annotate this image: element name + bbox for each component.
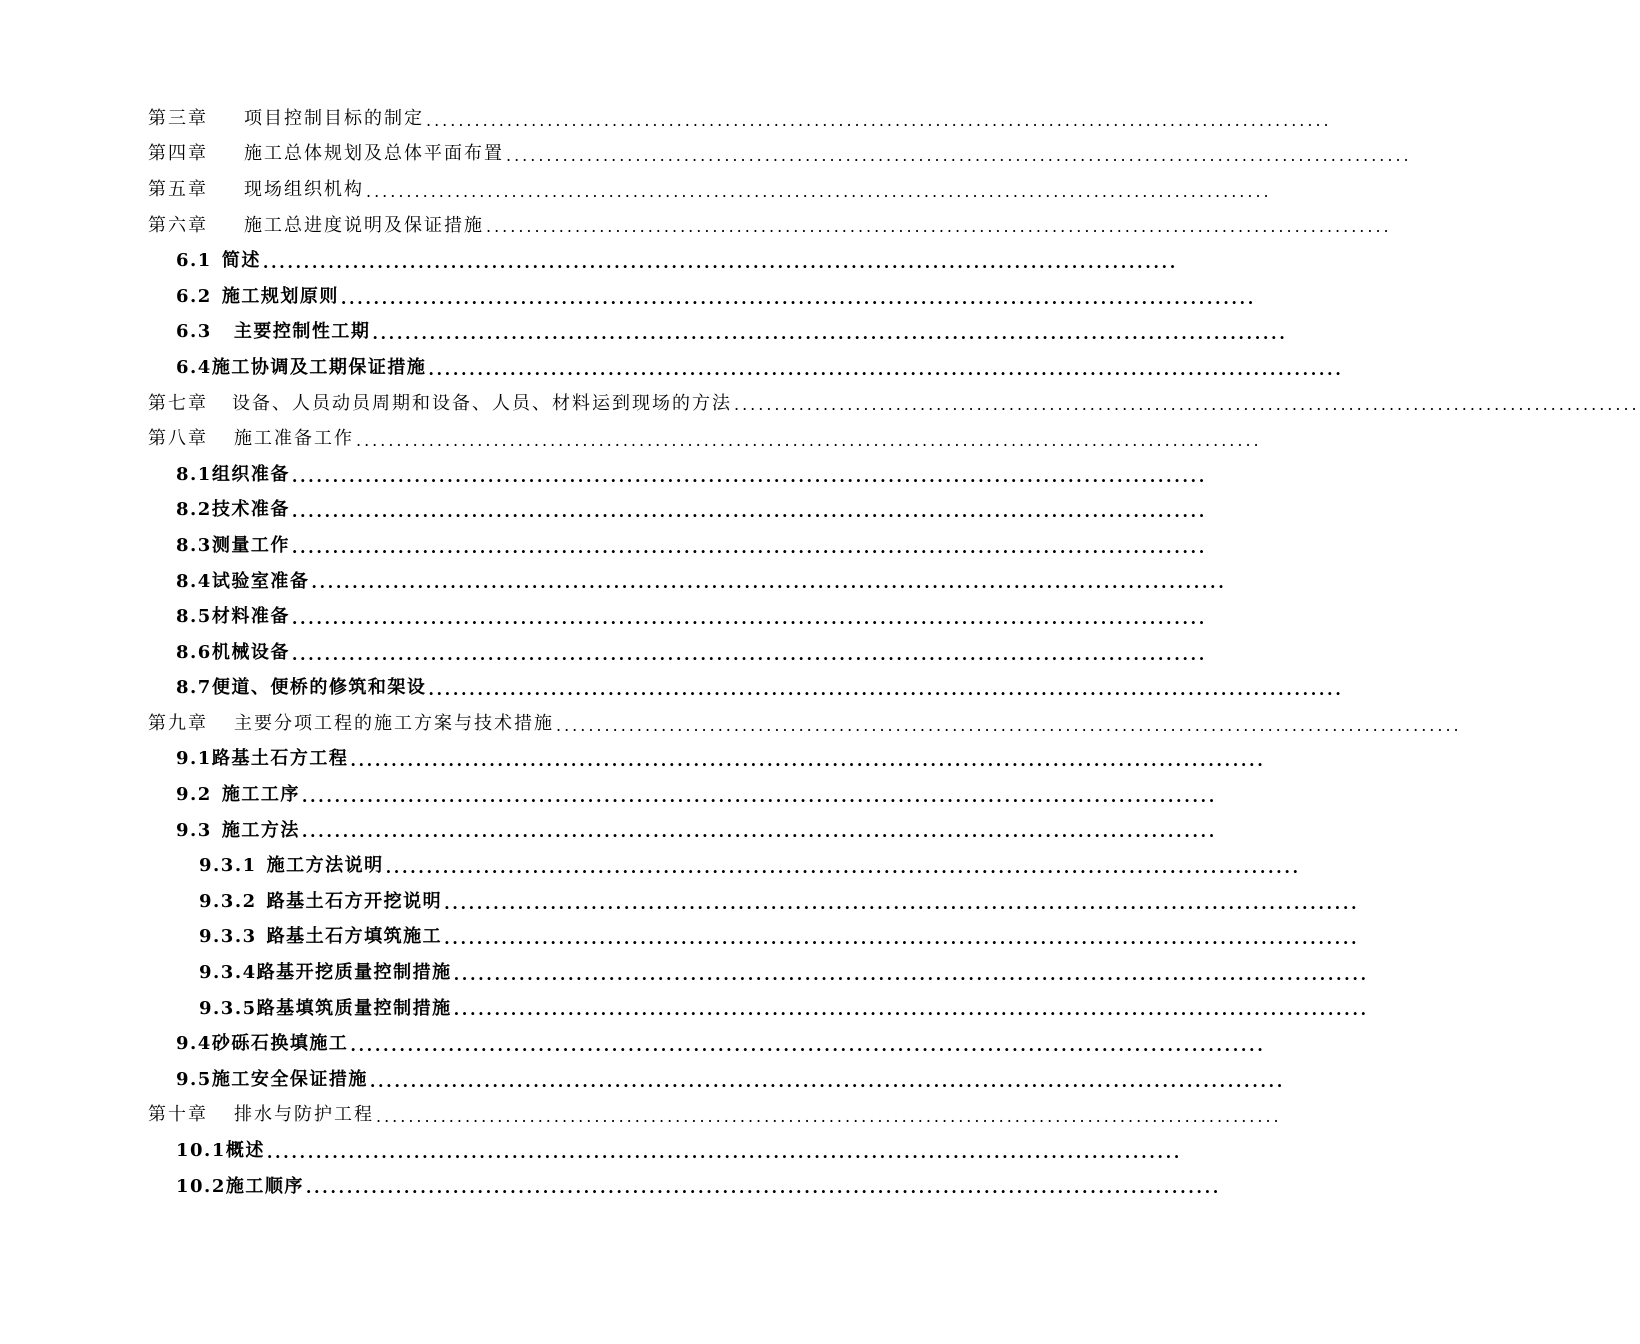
toc-entry-title: 施工总体规划及总体平面布置 [244,143,504,165]
toc-leader-dots: ................................................................................................................ [734,395,1640,415]
toc-entry[interactable] [0,1133,1182,1169]
toc-entry[interactable] [0,457,1207,493]
toc-entry[interactable] [0,350,1344,386]
toc-entry-title: 测量工作 [211,534,290,556]
toc-entry-title: 设备、人员动员周期和设备、人员、材料运到现场的方法 [232,392,732,414]
toc-entry-number: 第八章 [148,428,208,450]
toc-leader-dots: ................................................................................................................ [266,1142,1182,1162]
toc-leader-dots: ................................................................................................................ [291,537,1207,557]
toc-entry-title: 现场组织机构 [244,178,364,200]
toc-entry[interactable] [0,991,1369,1027]
toc-entry-title: 路基填筑质量控制措施 [256,997,452,1019]
toc-leader-dots: ................................................................................................................ [291,502,1207,522]
toc-leader-dots: ................................................................................................................ [556,715,1462,735]
toc-entry-number: 9.3.4 [199,962,257,984]
toc-leader-dots: ................................................................................................................ [305,1178,1221,1198]
toc-leader-dots: ................................................................................................................ [444,929,1360,949]
toc-leader-dots: ................................................................................................................ [376,1107,1282,1127]
toc-entry-number: 6.3 [176,321,212,343]
toc-entry-number: 8.2 [176,499,212,521]
toc-entry-title: 施工规划原则 [221,285,339,307]
toc-entry-title: 施工方法说明 [266,855,384,877]
toc-entry[interactable] [0,742,1266,778]
toc-entry[interactable] [0,386,1640,422]
toc-entry-title: 施工协调及工期保证措施 [211,356,427,378]
toc-entry-title: 材料准备 [211,606,290,628]
toc-entry[interactable] [0,635,1207,671]
toc-entry[interactable] [0,315,1288,351]
toc-entry-number: 9.4 [176,1033,212,1055]
toc-leader-dots: ................................................................................................................ [453,1000,1369,1020]
toc-leader-dots: ................................................................................................................ [428,680,1344,700]
toc-entry[interactable] [0,599,1207,635]
toc-leader-dots: ................................................................................................................ [291,466,1207,486]
toc-entry-number: 9.3.1 [199,855,257,877]
toc-entry-title: 技术准备 [211,499,290,521]
toc-entry-title: 路基土石方填筑施工 [266,926,443,948]
toc-entry-number: 9.5 [176,1068,212,1090]
toc-entry-number: 第三章 [148,107,208,129]
toc-entry[interactable] [0,1062,1285,1098]
toc-entry-title: 砂砾石换填施工 [211,1033,349,1055]
toc-entry-number: 10.2 [176,1175,226,1197]
toc-leader-dots: ................................................................................................................ [291,644,1207,664]
toc-entry[interactable] [0,813,1217,849]
toc-leader-dots: ................................................................................................................ [385,858,1301,878]
toc-entry-number: 第四章 [148,143,208,165]
toc-entry-number: 6.4 [176,356,212,378]
toc-entry-title: 路基开挖质量控制措施 [256,962,452,984]
toc-leader-dots: ................................................................................................................ [486,217,1392,237]
toc-entry[interactable] [0,279,1256,315]
toc-leader-dots: ................................................................................................................ [506,146,1412,166]
toc-entry-number: 8.3 [176,534,212,556]
toc-entry-number: 9.3 [176,819,212,841]
toc-leader-dots: ................................................................................................................ [372,324,1288,344]
toc-leader-dots: ................................................................................................................ [356,430,1262,450]
toc-entry-title: 路基土石方工程 [211,748,349,770]
toc-entry-number: 第五章 [148,178,208,200]
toc-leader-dots: ................................................................................................................ [453,964,1369,984]
toc-entry-title: 施工准备工作 [234,428,354,450]
toc-entry-title: 机械设备 [211,641,290,663]
table-of-contents [0,101,1640,1204]
toc-entry-number: 9.2 [176,784,212,806]
toc-entry-number: 8.5 [176,606,212,628]
toc-entry-number: 第九章 [148,712,208,734]
toc-entry[interactable] [0,528,1207,564]
toc-leader-dots: ................................................................................................................ [426,110,1332,130]
toc-leader-dots: ................................................................................................................ [428,359,1344,379]
toc-entry-number: 9.3.2 [199,890,257,912]
toc-entry-title: 组织准备 [211,463,290,485]
toc-entry-title: 便道、便桥的修筑和架设 [211,677,427,699]
toc-entry-title: 排水与防护工程 [234,1104,374,1126]
toc-entry[interactable] [0,777,1217,813]
toc-entry[interactable] [0,101,1332,137]
toc-leader-dots: ................................................................................................................ [350,751,1266,771]
toc-entry-title: 路基土石方开挖说明 [266,890,443,912]
toc-entry-number: 8.7 [176,677,212,699]
toc-leader-dots: ................................................................................................................ [311,573,1227,593]
toc-entry[interactable] [0,493,1207,529]
toc-entry-title: 施工方法 [221,819,300,841]
toc-entry-title: 概述 [225,1140,265,1162]
toc-entry-number: 第七章 [148,392,208,414]
toc-entry[interactable] [0,848,1301,884]
toc-leader-dots: ................................................................................................................ [366,181,1272,201]
toc-entry[interactable] [0,955,1369,991]
toc-entry[interactable] [0,1169,1221,1205]
toc-entry-number: 8.6 [176,641,212,663]
toc-entry[interactable] [0,920,1360,956]
toc-entry-title: 施工总进度说明及保证措施 [244,214,484,236]
toc-entry-number: 9.1 [176,748,212,770]
toc-entry[interactable] [0,1098,1282,1134]
toc-entry-number: 第六章 [148,214,208,236]
toc-entry-title: 施工安全保证措施 [211,1068,368,1090]
toc-leader-dots: ................................................................................................................ [340,288,1256,308]
toc-entry[interactable] [0,671,1344,707]
toc-entry-title: 项目控制目标的制定 [244,107,424,129]
toc-entry-number: 第十章 [148,1104,208,1126]
toc-entry-number: 8.4 [176,570,212,592]
toc-entry-title: 施工顺序 [225,1175,304,1197]
toc-entry-number: 6.1 [176,250,212,272]
toc-entry-title: 简述 [221,250,261,272]
toc-leader-dots: ................................................................................................................ [262,252,1178,272]
toc-entry[interactable] [0,172,1272,208]
toc-leader-dots: ................................................................................................................ [350,1036,1266,1056]
toc-entry-title: 主要分项工程的施工方案与技术措施 [234,712,554,734]
toc-leader-dots: ................................................................................................................ [444,893,1360,913]
toc-entry[interactable] [0,243,1178,279]
toc-entry[interactable] [0,208,1392,244]
toc-entry-number: 8.1 [176,463,212,485]
toc-entry[interactable] [0,706,1462,742]
toc-leader-dots: ................................................................................................................ [369,1071,1285,1091]
toc-entry[interactable] [0,137,1412,173]
toc-leader-dots: ................................................................................................................ [301,822,1217,842]
toc-entry[interactable] [0,1026,1266,1062]
toc-entry-number: 6.2 [176,285,212,307]
toc-entry-number: 10.1 [176,1140,226,1162]
toc-entry[interactable] [0,421,1262,457]
toc-entry-title: 试验室准备 [211,570,310,592]
toc-entry[interactable] [0,564,1227,600]
toc-entry-title: 施工工序 [221,784,300,806]
toc-entry-number: 9.3.5 [199,997,257,1019]
toc-entry-number: 9.3.3 [199,926,257,948]
toc-entry[interactable] [0,884,1360,920]
toc-entry-title: 主要控制性工期 [233,321,371,343]
toc-leader-dots: ................................................................................................................ [301,786,1217,806]
toc-leader-dots: ................................................................................................................ [291,608,1207,628]
